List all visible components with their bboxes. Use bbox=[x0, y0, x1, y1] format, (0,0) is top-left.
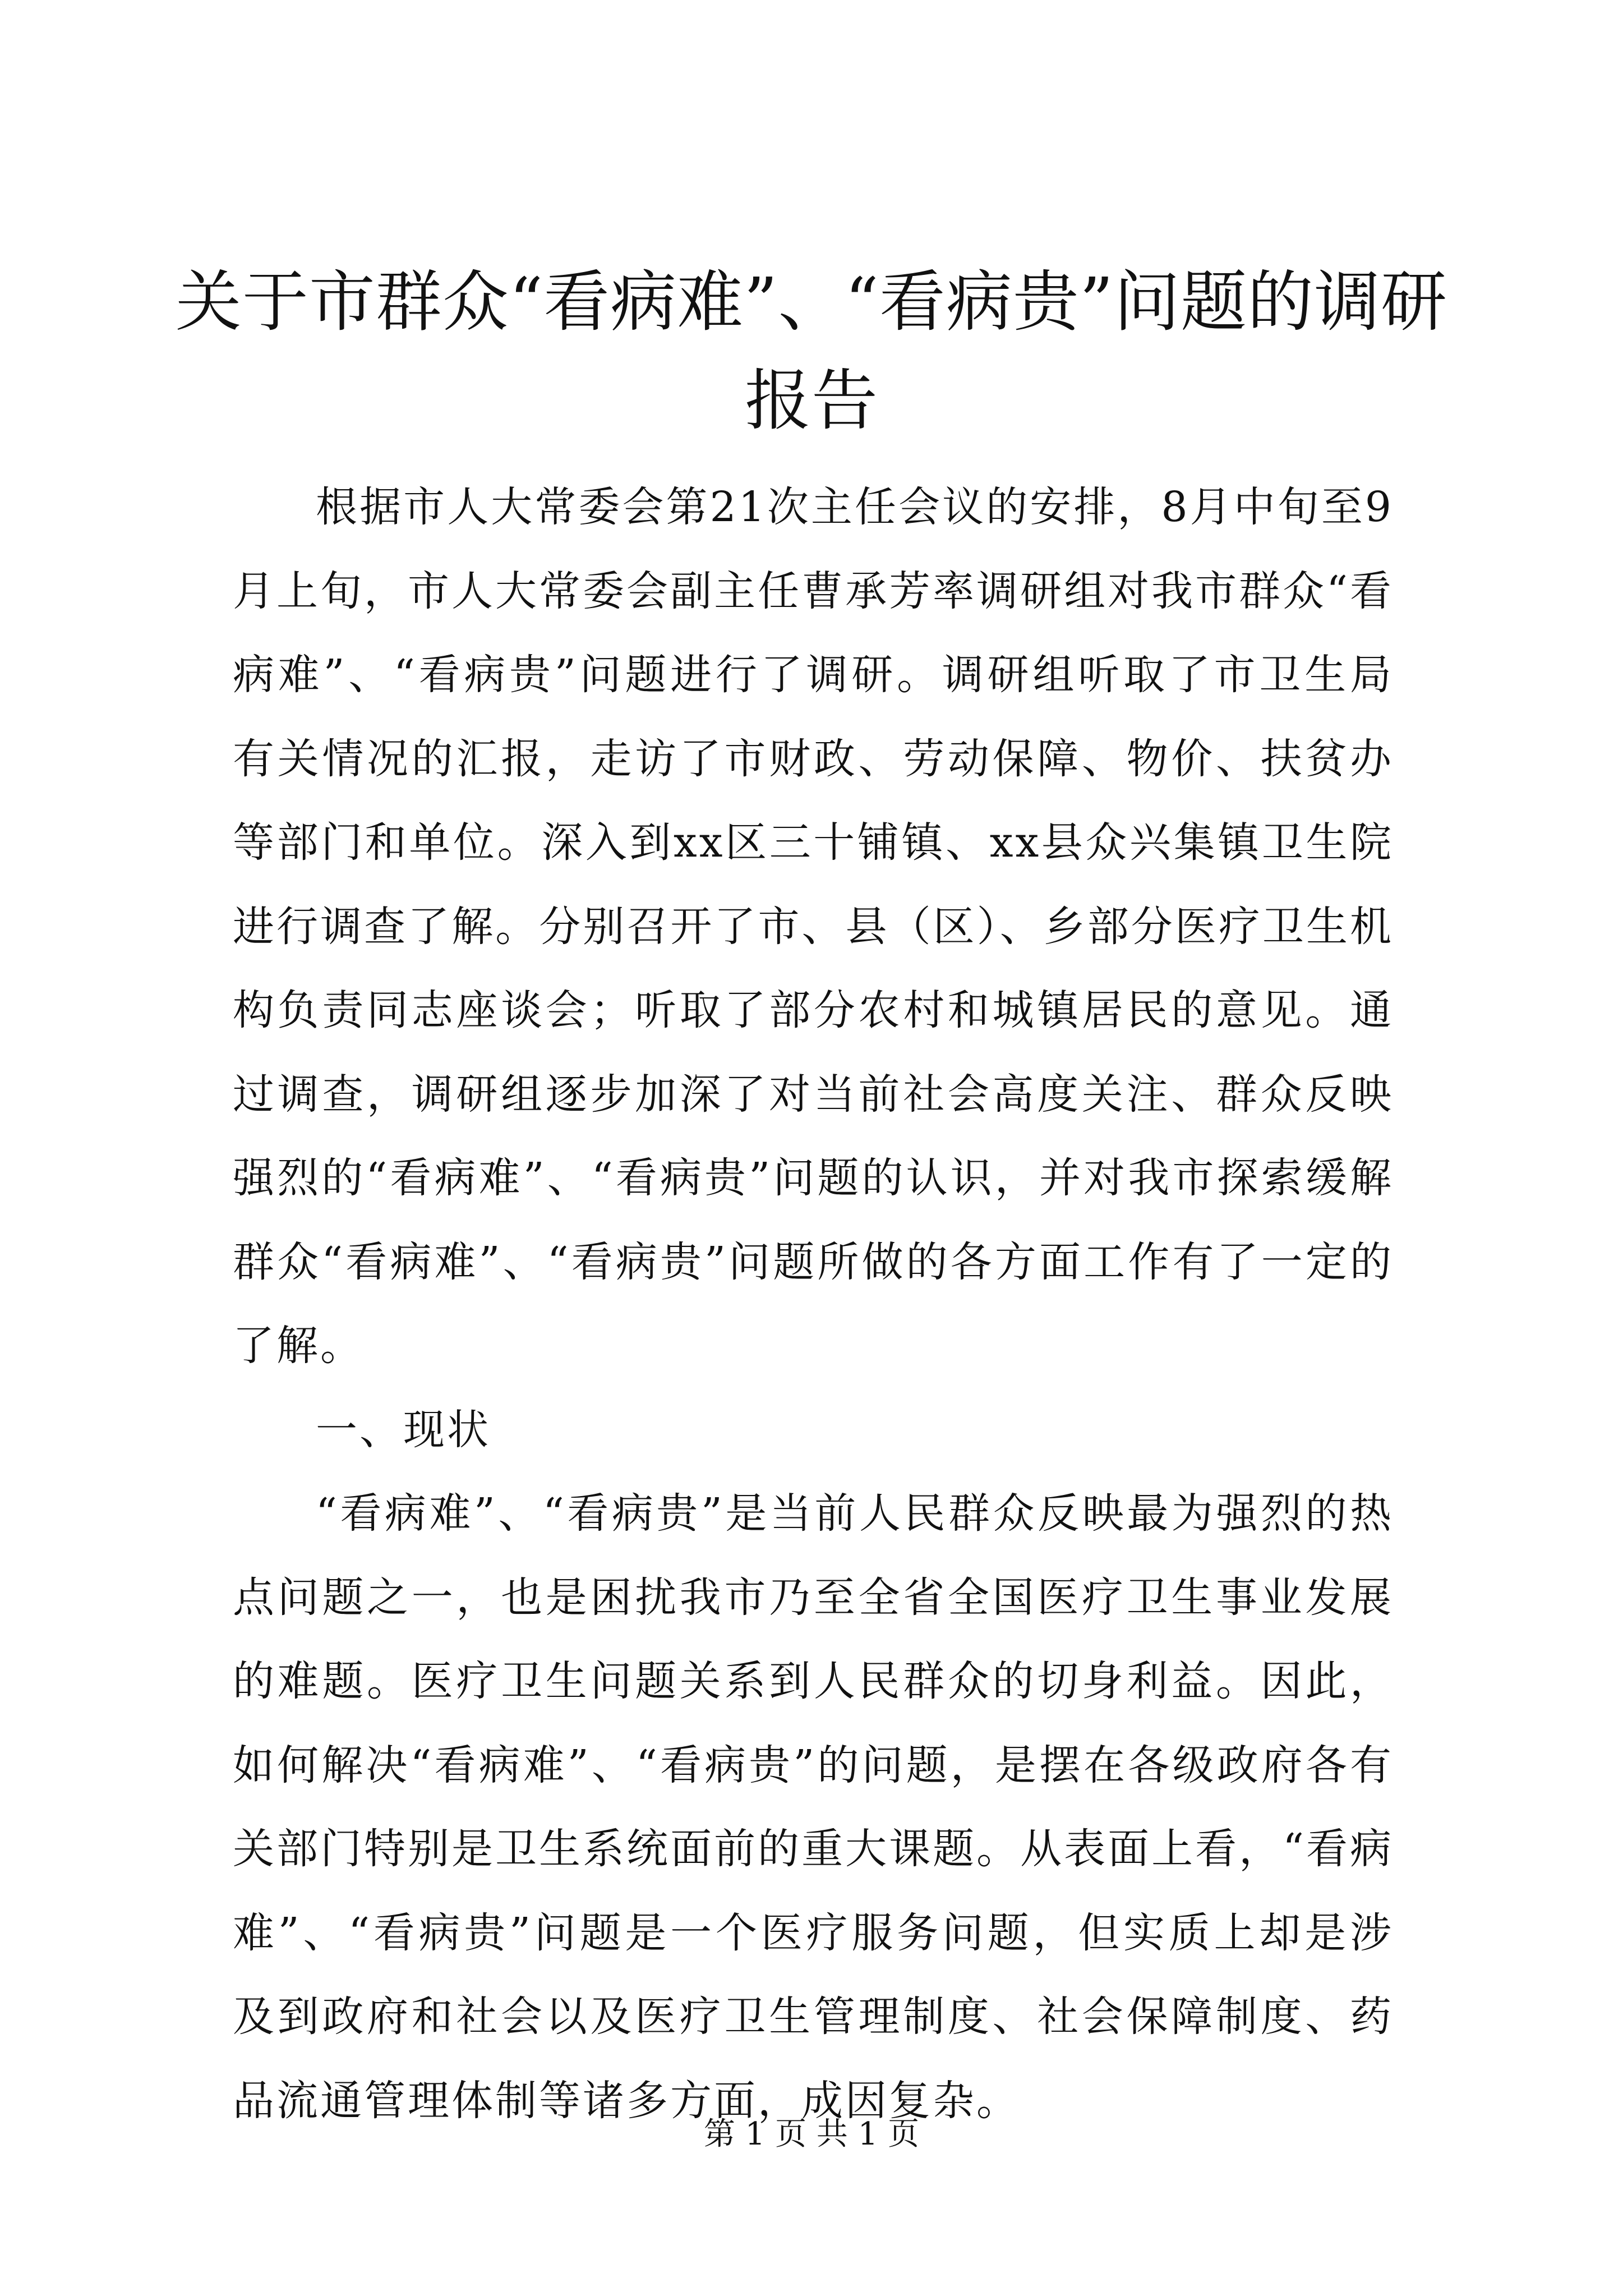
section-heading-status: 一、现状 bbox=[316, 1405, 491, 1454]
paragraph-intro: 根据市人大常委会第21次主任会议的安排，8月中旬至9月上旬，市人大常委会副主任曹承芳率调研组对我市群众“看病难”、“看病贵”问题进行了调研。调研组听取了市卫生局有关情况的汇报，走访了市财政、劳动保障、物价、扶贫办等部门和单位。深入到xx区三十铺镇、xx县众兴集镇卫生院进行调查了解。分别召开了市、县（区）、乡部分医疗卫生机构负责同志座谈会；听取了部分农村和城镇居民的意见。通过调查，调研组逐步加深了对当前社会高度关注、群众反映强烈的“看病难”、“看病贵”问题的认识，并对我市探索缓解群众“看病难”、“看病贵”问题所做的各方面工作有了一定的了解。 bbox=[233, 483, 1394, 1370]
document-title: 关于市群众“看病难”、“看病贵”问题的调研报告 bbox=[175, 263, 1448, 439]
document-body bbox=[233, 466, 1394, 2143]
page-footer: 第 1 页 共 1 页 bbox=[703, 2116, 920, 2152]
paragraph-status: “看病难”、“看病贵”是当前人民群众反映最为强烈的热点问题之一，也是困扰我市乃至全省全国医疗卫生事业发展的难题。医疗卫生问题关系到人民群众的切身利益。因此，如何解决“看病难”、“看病贵”的问题，是摆在各级政府各有关部门特别是卫生系统面前的重大课题。从表面上看，“看病难”、“看病贵”问题是一个医疗服务问题，但实质上却是涉及到政府和社会以及医疗卫生管理制度、社会保障制度、药品流通管理体制等诸多方面，成因复杂。 bbox=[233, 1489, 1394, 2125]
